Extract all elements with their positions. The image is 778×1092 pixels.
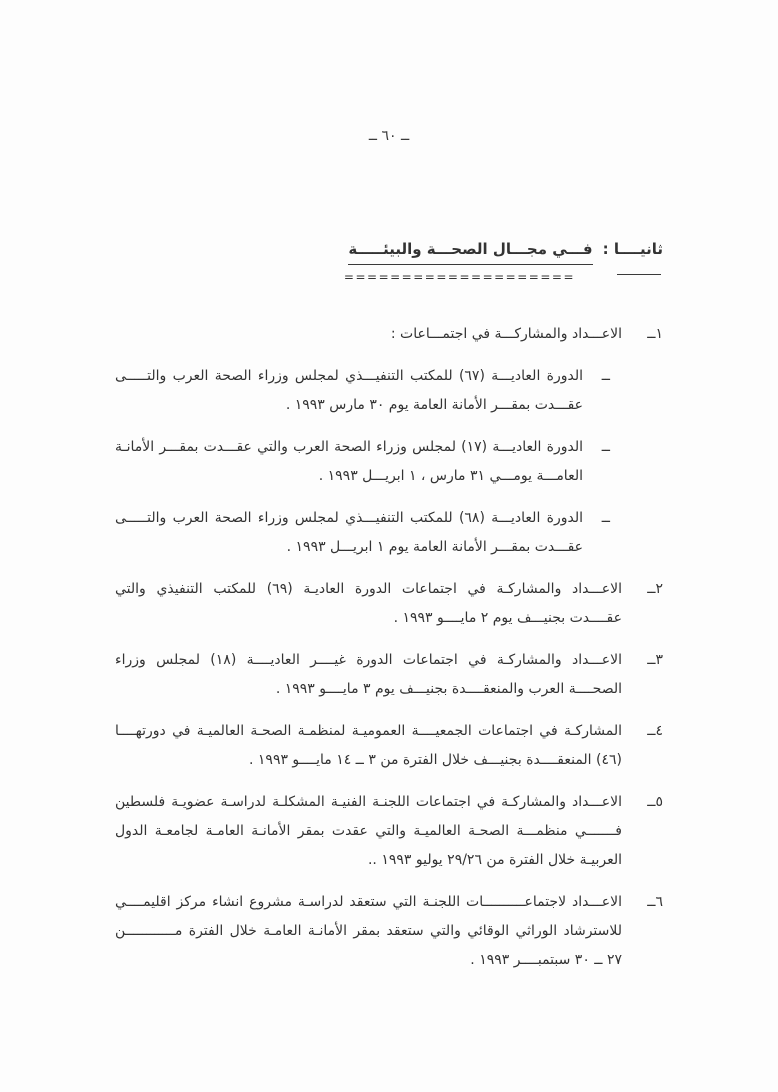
sub-item <box>115 362 610 420</box>
item-body <box>115 888 622 975</box>
list-item-2 <box>115 575 663 633</box>
item-body <box>115 575 622 633</box>
sub-item <box>115 433 610 491</box>
heading-title: فـــي مجـــال الصحـــة والبيئـــــة <box>348 240 592 265</box>
item-body <box>115 646 622 704</box>
sub-items <box>115 362 622 562</box>
section-heading <box>344 240 663 284</box>
page-number: ــ ٦٠ ــ <box>368 128 410 144</box>
item-body <box>115 717 622 775</box>
item-text: الاعـــداد والمشاركـة في اجتماعات الدورة العاديـة (٦٩) للمكتب التنفيذي والتي عقــــدت بجنيـــف يوم ٢ مايــــو ١٩٩٣ . <box>115 581 622 626</box>
heading-line <box>344 240 663 265</box>
list-item-4 <box>115 717 663 775</box>
list-item-3 <box>115 646 663 704</box>
heading-underline: ==================== <box>343 270 575 284</box>
item-text: الاعـــداد لاجتماعــــــــــات اللجنـة التي ستعقد لدراسـة مشروع انشاء مركز اقليمــــي للاسترشاد الوراثي الوقائي والتي ستعقد بمقر الأمانـة العامـة خلال الفترة مــــــــــــن ٢٧ ــ ٣٠ سبتمبــــر ١٩٩٣ . <box>115 894 622 968</box>
subitem-dash: ــ <box>601 368 610 384</box>
list-item-5 <box>115 788 663 875</box>
subitem-text: الدورة العاديـــة (٦٨) للمكتب التنفيـــذي لمجلس وزراء الصحة العرب والتـــــى عقـــدت بمقـــر الأمانة العامة يوم ١ ابريـــل ١٩٩٣ . <box>115 510 583 555</box>
item-text: الاعـــداد والمشاركـة في اجتماعات اللجنـة الفنيـة المشكلـة لدراسـة عضويـة فلسطين فـــــــي منظمـــة الصحـة العالميـة والتي عقدت بمقر الأمانـة العامـة لجامعـة الدول العربيـة خلال الفترة من ٢٩/٢٦ يوليو ١٩٩٣ .. <box>115 794 622 868</box>
heading-prefix: ثانيــــا : <box>602 240 663 258</box>
sub-item <box>115 504 610 562</box>
subitem-text: الدورة العاديـــة (١٧) لمجلس وزراء الصحة العرب والتي عقـــدت بمقـــر الأمانـة العامـــة يومـــي ٣١ مارس ، ١ ابريـــل ١٩٩٣ . <box>115 439 583 484</box>
item-number: ٤ــ <box>647 723 663 739</box>
item-body <box>115 788 622 875</box>
item-number: ٥ــ <box>647 794 663 810</box>
item-text: الاعـــداد والمشاركـــة في اجتمـــاعات : <box>390 326 622 342</box>
subitem-dash: ــ <box>601 510 610 526</box>
item-body <box>115 320 622 562</box>
list-item-6 <box>115 888 663 975</box>
item-number: ٣ــ <box>647 652 663 668</box>
item-number: ٢ــ <box>647 581 663 597</box>
subitem-dash: ــ <box>601 439 610 455</box>
subitem-text: الدورة العاديـــة (٦٧) للمكتب التنفيـــذي لمجلس وزراء الصحة العرب والتـــــى عقـــدت بمقـــر الأمانة العامة يوم ٣٠ مارس ١٩٩٣ . <box>115 368 583 413</box>
item-text: الاعـــداد والمشاركـة في اجتماعات الدورة غيــــر العاديــــة (١٨) لمجلس وزراء الصحــــة العرب والمنعقــــدة بجنيـــف يوم ٣ مايــــو ١٩٩٣ . <box>115 652 622 697</box>
list-item-1 <box>115 320 663 562</box>
document-body <box>115 320 663 988</box>
item-number: ١ــ <box>647 326 663 342</box>
item-number: ٦ــ <box>647 894 663 910</box>
item-text: المشاركـة في اجتماعات الجمعيــــة العموميـة لمنظمـة الصحـة العالميـة في دورتهــــا (٤٦) المنعقــــدة بجنيـــف خلال الفترة من ٣ ــ ١٤ مايــــو ١٩٩٣ . <box>115 723 622 768</box>
